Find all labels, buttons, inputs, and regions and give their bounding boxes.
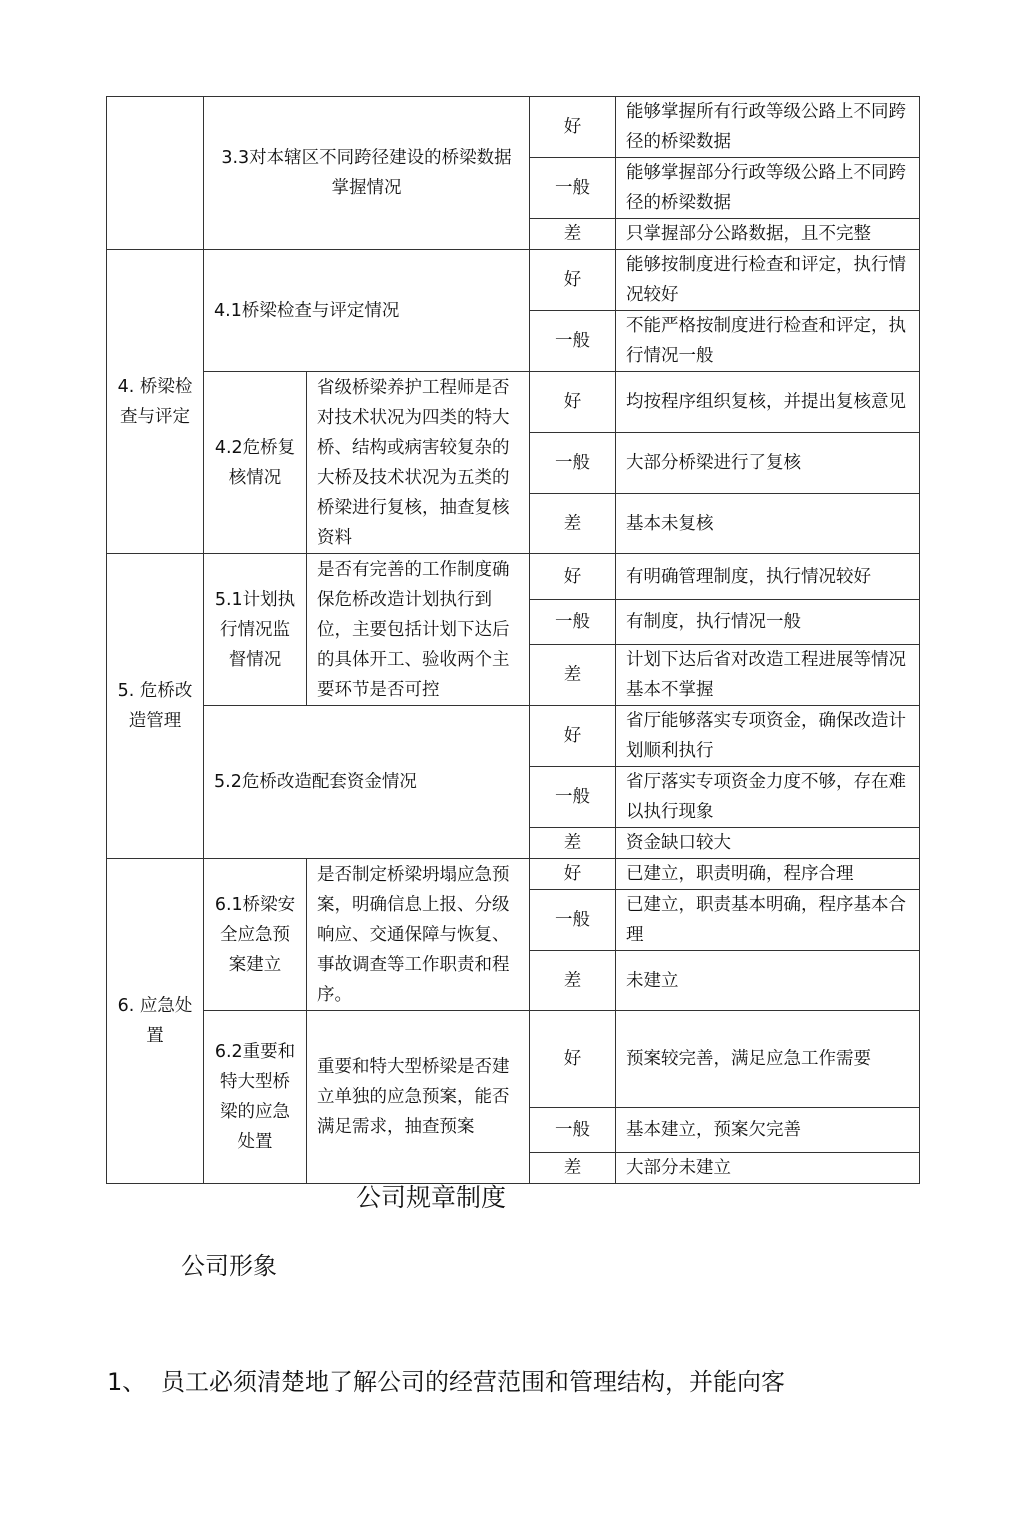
sub-item-cell: 4.2危桥复核情况 [204,372,307,554]
sub-item-cell: 4.1桥梁检查与评定情况 [204,250,530,372]
grade-cell: 差 [530,951,616,1011]
table-row [107,706,920,767]
criteria-cell: 未建立 [616,951,920,1011]
grade-cell: 好 [530,1011,616,1108]
grade-cell: 一般 [530,890,616,951]
criteria-cell: 均按程序组织复核，并提出复核意见 [616,372,920,433]
grade-cell: 差 [530,494,616,554]
criteria-cell: 省厅能够落实专项资金，确保改造计划顺利执行 [616,706,920,767]
grade-cell: 一般 [530,433,616,494]
sub-item-cell: 3.3对本辖区不同跨径建设的桥梁数据掌握情况 [204,97,530,250]
description-cell: 重要和特大型桥梁是否建立单独的应急预案，能否满足需求，抽查预案 [307,1011,530,1184]
criteria-cell: 有制度，执行情况一般 [616,600,920,645]
list-item-text: 员工必须清楚地了解公司的经营范围和管理结构，并能向客 [161,1368,785,1396]
criteria-cell: 已建立，职责明确，程序合理 [616,859,920,890]
description-cell: 是否制定桥梁坍塌应急预案，明确信息上报、分级响应、交通保障与恢复、事故调查等工作职责和程序。 [307,859,530,1011]
grade-cell: 一般 [530,600,616,645]
criteria-cell: 大部分桥梁进行了复核 [616,433,920,494]
criteria-cell: 能够掌握所有行政等级公路上不同跨径的桥梁数据 [616,97,920,158]
criteria-cell: 省厅落实专项资金力度不够，存在难以执行现象 [616,767,920,828]
table-row [107,250,920,311]
criteria-cell: 基本未复核 [616,494,920,554]
sub-item-cell: 5.2危桥改造配套资金情况 [204,706,530,859]
criteria-cell: 只掌握部分公路数据，且不完整 [616,219,920,250]
grade-cell: 好 [530,859,616,890]
criteria-cell: 已建立，职责基本明确，程序基本合理 [616,890,920,951]
section-heading: 公司形象 [181,1252,277,1280]
criteria-cell: 有明确管理制度，执行情况较好 [616,554,920,600]
category-cell: 5. 危桥改造管理 [107,554,204,859]
sub-item-cell: 5.1计划执行情况监督情况 [204,554,307,706]
grade-cell: 差 [530,645,616,706]
grade-cell: 一般 [530,158,616,219]
list-item-number: 1、 [107,1368,147,1396]
criteria-cell: 能够掌握部分行政等级公路上不同跨径的桥梁数据 [616,158,920,219]
grade-cell: 好 [530,250,616,311]
grade-cell: 差 [530,219,616,250]
list-item [107,1364,785,1400]
table-row [107,97,920,158]
category-cell: 4. 桥梁检查与评定 [107,250,204,554]
criteria-cell: 预案较完善，满足应急工作需要 [616,1011,920,1108]
criteria-cell: 能够按制度进行检查和评定，执行情况较好 [616,250,920,311]
grade-cell: 差 [530,828,616,859]
description-cell: 是否有完善的工作制度确保危桥改造计划执行到位，主要包括计划下达后的具体开工、验收两个主要环节是否可控 [307,554,530,706]
category-cell-3 [107,97,204,250]
grade-cell: 好 [530,554,616,600]
grade-cell: 差 [530,1153,616,1184]
category-cell: 6. 应急处置 [107,859,204,1184]
sub-item-cell: 6.1桥梁安全应急预案建立 [204,859,307,1011]
criteria-cell: 基本建立，预案欠完善 [616,1108,920,1153]
criteria-cell: 大部分未建立 [616,1153,920,1184]
table-row [107,372,920,433]
criteria-cell: 计划下达后省对改造工程进展等情况基本不掌握 [616,645,920,706]
grade-cell: 好 [530,97,616,158]
description-cell: 省级桥梁养护工程师是否对技术状况为四类的特大桥、结构或病害较复杂的大桥及技术状况为五类的桥梁进行复核，抽查复核资料 [307,372,530,554]
grade-cell: 好 [530,706,616,767]
sub-item-cell: 6.2重要和特大型桥梁的应急处置 [204,1011,307,1184]
grade-cell: 好 [530,372,616,433]
criteria-cell: 不能严格按制度进行检查和评定，执行情况一般 [616,311,920,372]
grade-cell: 一般 [530,1108,616,1153]
evaluation-table [106,96,920,1184]
grade-cell: 一般 [530,311,616,372]
table-row [107,554,920,600]
grade-cell: 一般 [530,767,616,828]
document-title: 公司规章制度 [356,1183,507,1212]
table-row [107,859,920,890]
criteria-cell: 资金缺口较大 [616,828,920,859]
table-row [107,1011,920,1108]
